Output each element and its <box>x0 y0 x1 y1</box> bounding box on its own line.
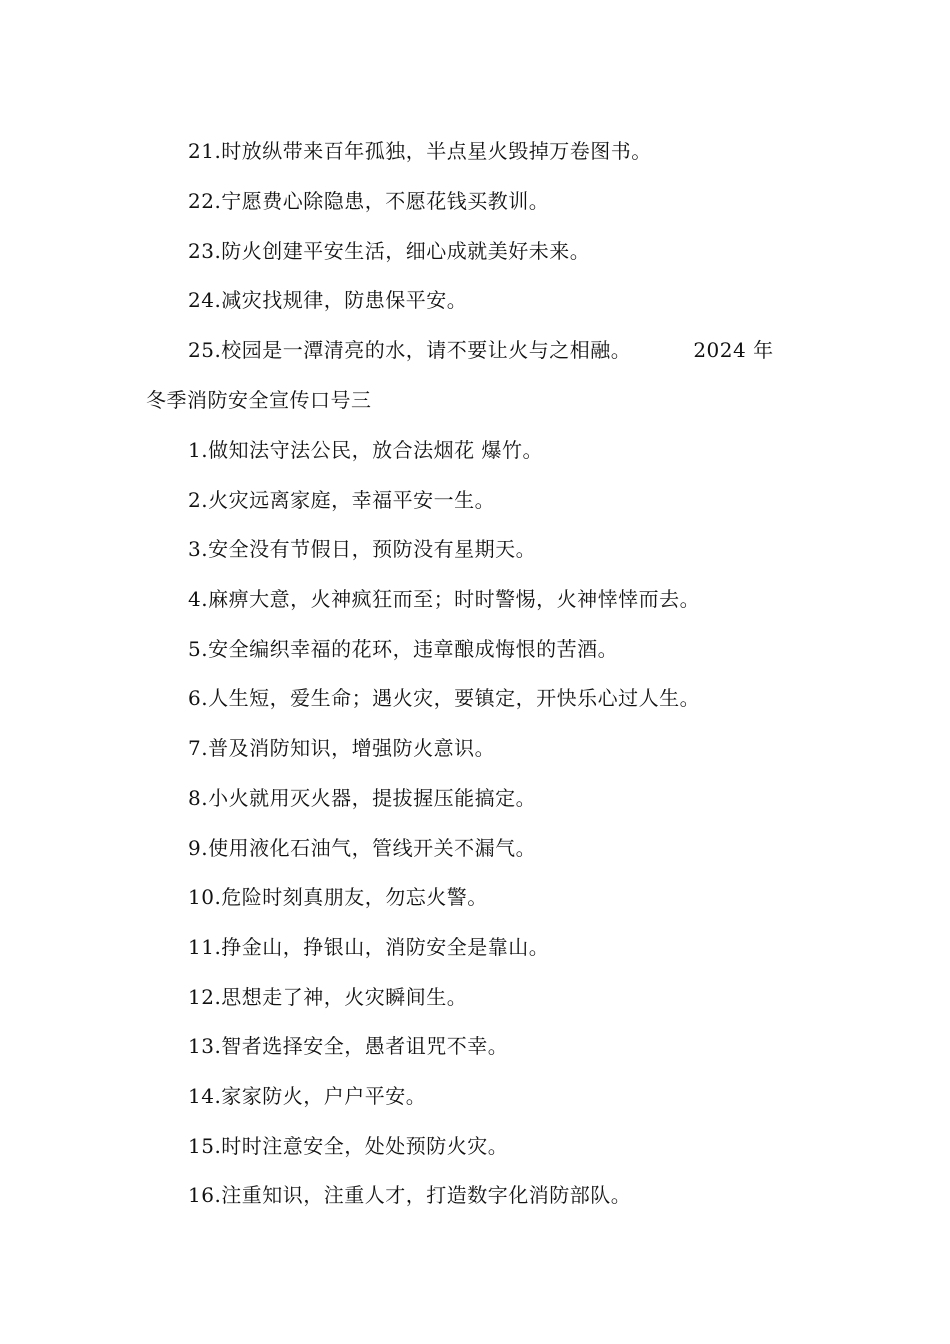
slogan-25: 25.校园是一潭清亮的水，请不要让火与之相融。 <box>188 338 632 362</box>
slogan-25-with-heading <box>188 337 774 363</box>
slogan-3: 3.安全没有节假日，预防没有星期天。 <box>188 537 537 561</box>
slogan-11: 11.挣金山，挣银山，消防安全是靠山。 <box>188 935 550 959</box>
slogan-12: 12.思想走了神，火灾瞬间生。 <box>188 985 468 1009</box>
slogan-21: 21.时放纵带来百年孤独，半点星火毁掉万卷图书。 <box>188 139 652 163</box>
slogan-9: 9.使用液化石油气，管线开关不漏气。 <box>188 836 537 860</box>
slogan-1: 1.做知法守法公民，放合法烟花 爆竹。 <box>188 438 543 462</box>
slogan-23: 23.防火创建平安生活，细心成就美好未来。 <box>188 239 591 263</box>
section-heading-start: 2024 年 <box>693 338 774 362</box>
slogan-13: 13.智者选择安全，愚者诅咒不幸。 <box>188 1034 509 1058</box>
slogan-16: 16.注重知识，注重人才，打造数字化消防部队。 <box>188 1183 632 1207</box>
slogan-15: 15.时时注意安全，处处预防火灾。 <box>188 1134 509 1158</box>
slogan-2: 2.火灾远离家庭，幸福平安一生。 <box>188 488 496 512</box>
slogan-6: 6.人生短，爱生命；遇火灾，要镇定，开快乐心过人生。 <box>188 686 701 710</box>
slogan-14: 14.家家防火，户户平安。 <box>188 1084 427 1108</box>
slogan-5: 5.安全编织幸福的花环，违章酿成悔恨的苦酒。 <box>188 637 619 661</box>
slogan-8: 8.小火就用灭火器，提拔握压能搞定。 <box>188 786 537 810</box>
slogan-22: 22.宁愿费心除隐患，不愿花钱买教训。 <box>188 189 550 213</box>
slogan-4: 4.麻痹大意，火神疯狂而至；时时警惕，火神悻悻而去。 <box>188 587 701 611</box>
slogan-24: 24.减灾找规律，防患保平安。 <box>188 288 468 312</box>
slogan-10: 10.危险时刻真朋友，勿忘火警。 <box>188 885 488 909</box>
slogan-7: 7.普及消防知识，增强防火意识。 <box>188 736 496 760</box>
section-heading-end: 冬季消防安全宣传口号三 <box>146 388 372 412</box>
